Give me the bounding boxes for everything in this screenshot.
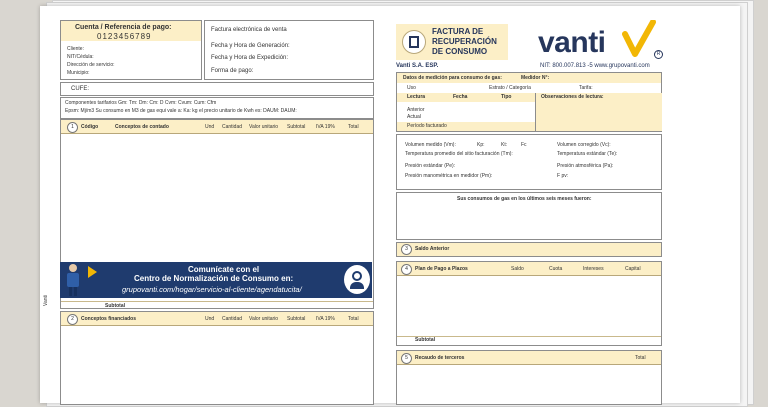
logo-check-icon [622,20,656,58]
account-number: 0123456789 [97,32,152,41]
volume-factor: Fc [521,142,527,148]
column-header: Subtotal [287,124,306,130]
column-header: IVA 19% [316,124,335,130]
yellow-arrow [88,266,97,278]
volume-field: Presión estándar (Pe): [405,163,456,169]
account-label: Cuenta / Referencia de pago: [75,24,172,31]
invoice-field: Factura electrónica de venta [211,27,287,33]
banner-line-2: Centro de Normalización de Consumo en: [134,274,294,283]
volume-field: Volumen corregido (Vc): [557,142,611,148]
section-5-label: Recaudo de terceros [415,355,465,361]
volume-field: F pv: [557,173,569,179]
section-3-label: Saldo Anterior [415,246,450,252]
banner-line-1: Comunícate con el [188,265,260,274]
reading-row: Actual [407,114,421,120]
column-header: Saldo [511,266,524,272]
volume-field: Temperatura estándar (Te): [557,151,618,157]
title-line: DE CONSUMO [432,47,488,56]
customer-service-icon [344,265,370,294]
section-5-box [396,350,662,405]
section-number: 3 [401,244,412,255]
title-line: RECUPERACIÓN [432,37,497,46]
cufe-label: CUFE: [71,86,89,92]
column-header: Cantidad [222,124,243,130]
components-line: Componentes tarifarios Gm: Tm: Dm: Cm: D Cvm: Cvum: Cum: Cfm [65,100,217,106]
use-field: Tarifa: [579,85,593,91]
volume-factor: Kp: [477,142,485,148]
client-box [60,20,202,80]
subtotal-line [397,336,661,337]
client-field: Municipio: [67,70,90,76]
column-header: Total [348,316,359,322]
column-header: Cuota [549,266,563,272]
client-field: Dirección de servicio: [67,62,115,68]
invoice-info-box [204,20,374,80]
measurement-box [396,72,662,132]
column-header: Total [348,124,359,130]
side-text: Vanti [43,294,49,306]
use-field: Estrato / Categoría [489,85,531,91]
column-header: IVA 19% [316,316,335,322]
reading-header: Lectura [407,94,426,100]
invoice-field: Forma de pago: [211,68,254,74]
volume-field: Volumen medido (Vm): [405,142,456,148]
client-field: Cliente: [67,46,84,52]
reading-row: Período facturado [407,123,447,129]
normalization-banner[interactable] [60,262,372,298]
section-2-label: Conceptos financiados [81,316,137,322]
title-block [396,24,508,60]
section-number: 1 [67,122,78,133]
components-line: Epsm: Mj/m3 Su consumo en M3 de gas equi vale a: Ka: kg el precio unitario de Kwh es: DAUM: DAUM: [65,108,297,114]
history-label: Sus consumos de gas en los últimos seis meses fueron: [457,196,592,202]
volume-factor: Kt: [501,142,508,148]
column-header: Valor unitario [249,316,279,322]
reading-header: Tipo [501,94,512,100]
reading-header: Fecha [453,94,468,100]
column-header: Subtotal [287,316,306,322]
volume-field: Temperatura promedio del sitio facturación (Tm): [405,151,513,157]
column-header: Und [205,124,215,130]
vanti-logo [536,20,664,60]
reading-row: Anterior [407,107,425,113]
nit-web: NIT: 800.007.813 -5 www.grupovanti.com [540,63,650,69]
use-field: Uso [407,85,416,91]
components-box [60,97,374,119]
section-4-box [396,261,662,346]
subtotal-label: Subtotal [415,337,435,343]
invoice-field: Fecha y Hora de Generación: [211,43,290,49]
meter-label: Medidor N°: [521,75,550,81]
column-header: Intereses [583,266,604,272]
invoice-field: Fecha y Hora de Expedición: [211,55,289,61]
history-box [396,192,662,240]
cufe-box [60,82,374,96]
volume-field: Presión atmosférica (Pa): [557,163,614,169]
column-header: Cantidad [222,316,243,322]
section-1-label: Código [81,124,99,130]
registered-icon: R [654,50,663,59]
column-header: Conceptos de contado [115,124,169,130]
title-line: FACTURA DE [432,27,484,36]
section-4-label: Plan de Pago a Plazos [415,266,468,272]
section-number: 5 [401,353,412,364]
subtotal-line [61,301,373,302]
column-header: Und [205,316,215,322]
section-3-box [396,242,662,257]
observations-label: Observaciones de lectura: [541,94,604,100]
client-field: NIT/Cédula: [67,54,94,60]
column-header: Capital [625,266,641,272]
section-2-box [60,311,374,405]
subtotal-label: Subtotal [105,303,125,309]
logo-text: vanti [538,26,606,59]
company-name: Vanti S.A. ESP. [396,63,439,69]
gas-meter-icon [402,30,426,54]
invoice-page [40,6,740,403]
column-header: Valor unitario [249,124,279,130]
section-number: 4 [401,264,412,275]
banner-url[interactable]: grupovanti.com/hogar/servicio-al-cliente/agendatucita/ [122,285,302,294]
section-number: 2 [67,314,78,325]
total-label: Total [635,355,646,361]
volume-field: Presión manométrica en medidor (Pm): [405,173,493,179]
technician-icon [66,264,80,296]
volume-box [396,134,662,190]
measurement-title: Datos de medición para consumo de gas: [403,75,502,81]
